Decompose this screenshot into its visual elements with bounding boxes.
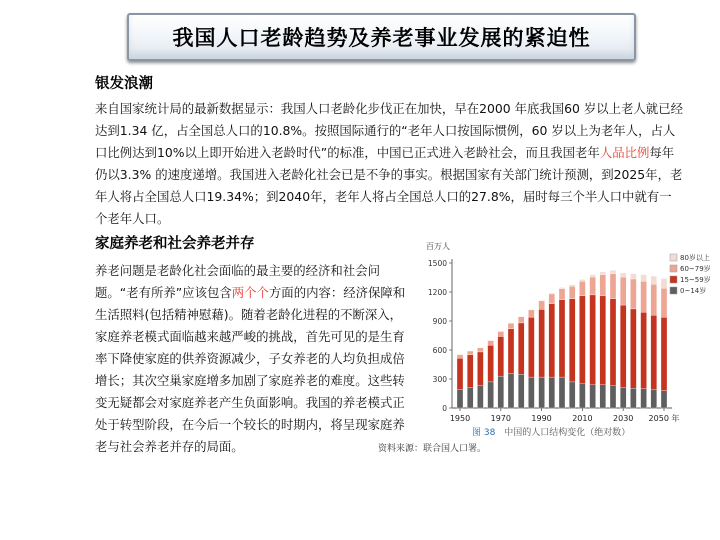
legend-swatch bbox=[670, 254, 677, 261]
bar-segment bbox=[528, 377, 534, 408]
highlighted-text: 人品比例 bbox=[599, 145, 650, 160]
y-tick-label: 600 bbox=[432, 346, 447, 355]
chart-legend bbox=[670, 253, 711, 295]
bar-segment bbox=[528, 309, 534, 310]
legend-label: 0~14岁 bbox=[680, 287, 707, 295]
bar-segment bbox=[590, 385, 596, 408]
bar-segment bbox=[661, 288, 667, 317]
bar-segment bbox=[528, 310, 534, 317]
bar-segment bbox=[651, 276, 657, 284]
y-axis-title: 百万人 bbox=[426, 242, 450, 251]
bar-segment bbox=[518, 374, 524, 408]
population-chart-svg bbox=[422, 238, 720, 454]
bar-segment bbox=[651, 315, 657, 389]
bar-segment bbox=[641, 312, 647, 388]
bar-segment bbox=[610, 299, 616, 386]
bar-segment bbox=[549, 293, 555, 294]
bar-segment bbox=[590, 275, 596, 277]
bar-segment bbox=[549, 294, 555, 304]
bar-segment bbox=[610, 270, 616, 273]
bar-segment bbox=[641, 389, 647, 408]
bar-segment bbox=[488, 341, 494, 346]
x-tick-label: 1990 bbox=[531, 414, 552, 423]
legend-label: 60~79岁 bbox=[680, 265, 711, 273]
figure-number: 图 38 bbox=[472, 428, 496, 438]
bar-segment bbox=[467, 351, 473, 355]
bar-segment bbox=[498, 336, 504, 376]
highlighted-text: 两个个 bbox=[231, 285, 269, 300]
bar-segment bbox=[539, 309, 545, 377]
bar-segment bbox=[630, 309, 636, 388]
bar-segment bbox=[477, 348, 483, 352]
y-tick-label: 1200 bbox=[427, 288, 447, 297]
y-tick-label: 1500 bbox=[427, 259, 447, 268]
bar-segment bbox=[661, 317, 667, 390]
bar-segment bbox=[610, 386, 616, 408]
bar-segment bbox=[569, 285, 575, 286]
page-title: 我国人口老龄趋势及养老事业发展的紧迫性 bbox=[127, 13, 636, 61]
paragraph-text: 每年仍以3.3% 的速度递增。我国进入老龄化社会已是不争的事实。根据国家有关部门统计预测，到2025年，老年人将占全国总人口19.34%；到2040年，老年人将占全国总人口的27.8%，届时每三个半人口中就有一个老年人口。 bbox=[95, 145, 683, 226]
bar-segment bbox=[630, 388, 636, 408]
bar-segment bbox=[630, 279, 636, 309]
bar-segment bbox=[549, 377, 555, 408]
bar-segment bbox=[559, 287, 565, 288]
x-tick-label: 2050 年 bbox=[648, 414, 680, 423]
legend-swatch bbox=[670, 276, 677, 283]
section-paragraph-family-care bbox=[95, 260, 411, 458]
bar-segment bbox=[651, 284, 657, 315]
bar-segment bbox=[498, 331, 504, 336]
bar-segment bbox=[641, 275, 647, 282]
bar-segment bbox=[508, 323, 514, 329]
bar-segment bbox=[528, 317, 534, 377]
bar-segment bbox=[539, 301, 545, 310]
x-tick-label: 1950 bbox=[449, 414, 471, 423]
bar-segment bbox=[559, 300, 565, 377]
bar-segment bbox=[488, 345, 494, 382]
bar-segment bbox=[488, 382, 494, 408]
bar-segment bbox=[641, 281, 647, 312]
bar-segment bbox=[661, 278, 667, 288]
bar-segment bbox=[559, 377, 565, 408]
bar-segment bbox=[600, 272, 606, 275]
bar-segment bbox=[590, 277, 596, 295]
bar-segment bbox=[600, 296, 606, 385]
bar-segment bbox=[508, 329, 514, 373]
bar-segment bbox=[539, 377, 545, 408]
bar-segment bbox=[477, 352, 483, 386]
legend-swatch bbox=[670, 287, 677, 294]
bar-segment bbox=[610, 274, 616, 299]
legend-swatch bbox=[670, 265, 677, 272]
bar-segment bbox=[620, 387, 626, 408]
bar-segment bbox=[549, 304, 555, 377]
figure-caption bbox=[472, 425, 630, 438]
legend-label: 15~59岁 bbox=[680, 276, 711, 284]
bar-segment bbox=[569, 382, 575, 408]
x-tick-label: 1970 bbox=[490, 414, 511, 423]
bar-segment bbox=[630, 274, 636, 279]
bar-segment bbox=[579, 281, 585, 296]
section-heading-silver-wave: 银发浪潮 bbox=[95, 76, 153, 92]
bar-segment bbox=[590, 295, 596, 385]
bar-segment bbox=[579, 384, 585, 408]
paragraph-text: 养老问题是老龄化社会面临的最主要的经济和社会问题。“老有所养”应该包含 bbox=[95, 263, 380, 300]
chart-bars bbox=[457, 270, 667, 408]
bar-segment bbox=[579, 279, 585, 281]
bar-segment bbox=[508, 373, 514, 408]
bar-segment bbox=[457, 355, 463, 359]
bar-segment bbox=[600, 275, 606, 296]
bar-segment bbox=[518, 323, 524, 374]
x-tick-label: 2010 bbox=[572, 414, 593, 423]
bar-segment bbox=[569, 286, 575, 299]
bar-segment bbox=[498, 376, 504, 408]
bar-segment bbox=[559, 289, 565, 300]
bar-segment bbox=[620, 273, 626, 277]
bar-segment bbox=[539, 300, 545, 301]
y-tick-label: 900 bbox=[432, 317, 447, 326]
bar-segment bbox=[579, 296, 585, 384]
bar-segment bbox=[477, 386, 483, 408]
bar-segment bbox=[620, 277, 626, 305]
bar-segment bbox=[467, 388, 473, 408]
legend-label: 80岁以上 bbox=[680, 254, 710, 262]
bar-segment bbox=[620, 305, 626, 387]
section-paragraph-silver-wave bbox=[95, 98, 683, 230]
section-heading-family-care: 家庭养老和社会养老并存 bbox=[95, 236, 255, 252]
bar-segment bbox=[457, 358, 463, 389]
bar-segment bbox=[569, 299, 575, 382]
bar-segment bbox=[661, 391, 667, 408]
y-tick-label: 0 bbox=[442, 404, 447, 413]
x-tick-label: 2030 bbox=[613, 414, 634, 423]
figure-source: 资料来源：联合国人口署。 bbox=[378, 444, 487, 454]
bar-segment bbox=[651, 390, 657, 408]
paragraph-text: 方面的内容：经济保障和生活照料(包括精神慰藉)。随着老龄化进程的不断深入，家庭养老模式面临越来越严峻的挑战，首先可见的是生育率下降使家庭的供养资源减少，子女养老的人均负担成倍增长；其次空巢家庭增多加剧了家庭养老的难度。这些转变无疑都会对家庭养老产生负面影响。我国的养老模式正处于转型阶段，在今后一个较长的时期内，将呈现家庭养老与社会养老并存的局面。 bbox=[95, 285, 406, 454]
bar-segment bbox=[457, 390, 463, 408]
figure-title: 中国的人口结构变化（绝对数） bbox=[504, 428, 631, 438]
y-tick-label: 300 bbox=[432, 375, 447, 384]
bar-segment bbox=[467, 355, 473, 388]
bar-segment bbox=[600, 385, 606, 408]
paragraph-text: 来自国家统计局的最新数据显示：我国人口老龄化步伐正在加快，早在2000 年底我国60 岁以上老人就已经达到1.34 亿，占全国总人口的10.8%。按照国际通行的“老年人口按国际惯例，60 岁以上为老年人，占人口比例达到10%以上即开始进入老龄时代”的标准，中国已正式进入老龄社会，而且我国老年 bbox=[95, 101, 683, 160]
bar-segment bbox=[518, 317, 524, 323]
population-chart bbox=[422, 238, 720, 454]
